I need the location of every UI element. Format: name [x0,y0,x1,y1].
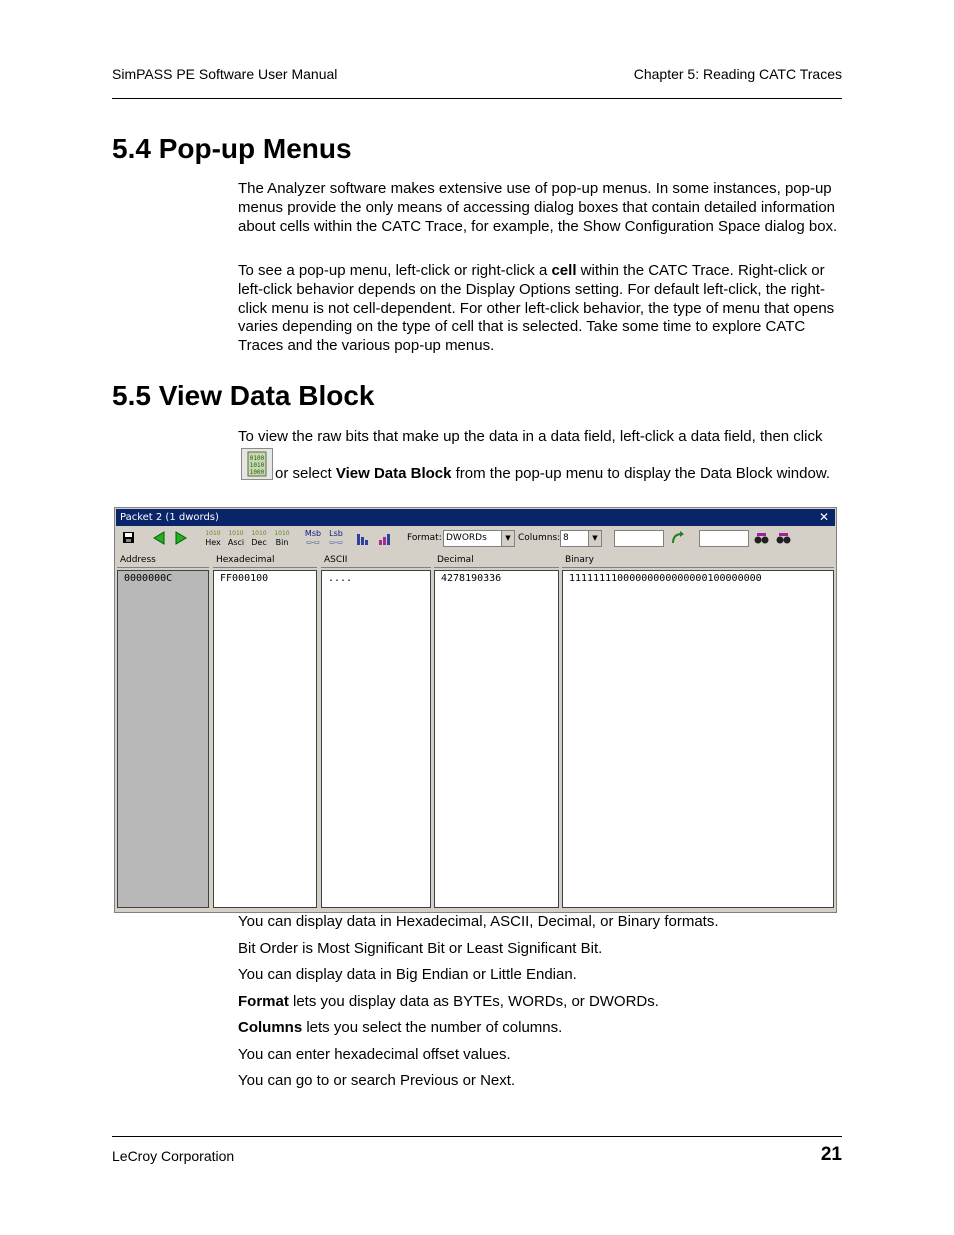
popup-menus-paragraph-1: The Analyzer software makes extensive use of pop-up menus. In some instances, pop-up menus provide the only means of accessing dialog boxes that contain detailed information about cells within the CATC Trace, for example, the Show Configuration Space dialog box. [238,180,838,235]
binary-format-button[interactable]: 1010 Bin [271,529,293,549]
page-number: 21 [820,1144,842,1165]
bullet-search: You can go to or search Previous or Next. [238,1072,516,1089]
big-endian-icon[interactable] [356,529,372,549]
bullet-offset: You can enter hexadecimal offset values. [238,1046,511,1063]
hex-label: Hex [205,538,221,547]
data-block-window [114,507,837,913]
address-cell[interactable]: 0000000C [117,570,209,908]
footer-company: LeCroy Corporation [112,1148,235,1164]
running-header-title: SimPASS PE Software User Manual [112,66,338,82]
columns-value: 8 [563,533,569,543]
lsb-label: Lsb [329,529,343,538]
chevron-down-icon: ▼ [588,531,601,546]
columns-select[interactable] [560,530,602,547]
columns-label: Columns: [518,533,561,543]
ascii-format-button[interactable]: 1010 Asci [225,529,247,549]
search-input[interactable] [699,530,749,547]
bullet-formats: You can display data in Hexadecimal, ASCII, Decimal, or Binary formats. [238,913,719,930]
chevron-down-icon: ▼ [501,531,514,546]
ascii-cell[interactable]: .... [321,570,431,908]
bullet-bit-order: Bit Order is Most Significant Bit or Least Significant Bit. [238,940,603,957]
binary-label: Bin [275,538,289,547]
svg-text:0100: 0100 [249,455,265,462]
msb-label: Msb [304,529,322,538]
column-header: Address [117,553,209,568]
bullet-columns: Columns lets you select the number of columns. [238,1019,563,1036]
lsb-button[interactable]: Lsb ▭-▭ [325,529,347,549]
running-header-chapter: Chapter 5: Reading CATC Traces [633,66,842,82]
hexadecimal-column [213,553,317,908]
bullet-endian: You can display data in Big Endian or Little Endian. [238,966,577,983]
ascii-column [321,553,431,908]
section-title-popup-menus: 5.4 Pop-up Menus [112,133,352,164]
hexadecimal-cell[interactable]: FF000100 [213,570,317,908]
section-title-view-data-block: 5.5 View Data Block [112,380,375,411]
popup-menus-paragraph-2: To see a pop-up menu, left-click or right-click a cell within the CATC Trace. Right-click or left-click behavior depends on the Display Options setting. For default left-click, the right-click menu is not cell-dependent. For other left-click behavior, the type of menu that opens varies depending on the type of cell that is selected. Take some time to explore CATC Traces and the various pop-up menus. [238,262,835,355]
window-toolbar [116,527,835,551]
decimal-format-button[interactable]: 1010 Dec [248,529,270,549]
column-header: Binary [562,553,834,568]
window-titlebar [116,509,835,526]
view-data-block-intro: To view the raw bits that make up the data in a data field, left-click a data field, then click [238,428,823,445]
column-header: ASCII [321,553,431,568]
search-next-icon[interactable] [776,529,792,549]
view-data-block-icon [241,448,273,480]
format-value: DWORDs [446,533,487,543]
column-header: Hexadecimal [213,553,317,568]
close-icon[interactable]: ✕ [818,510,829,524]
search-previous-icon[interactable] [754,529,770,549]
address-column [117,553,209,908]
header-rule [112,98,842,99]
decimal-label: Dec [251,538,267,547]
format-label: Format: [407,533,442,543]
format-select[interactable] [443,530,515,547]
msb-button[interactable]: Msb ▭-▭ [302,529,324,549]
view-data-block-intro-continued: or select View Data Block from the pop-up menu to display the Data Block window. [275,465,831,482]
offset-input[interactable] [614,530,664,547]
binary-cell[interactable]: 11111111000000000000000100000000 [562,570,834,908]
column-header: Decimal [434,553,559,568]
footer-rule [112,1136,842,1137]
binary-column [562,553,834,908]
svg-text:1000: 1000 [249,469,265,476]
decimal-cell[interactable]: 4278190336 [434,570,559,908]
window-title: Packet 2 (1 dwords) [120,512,219,523]
bullet-format: Format lets you display data as BYTEs, WORDs, or DWORDs. [238,993,659,1010]
go-to-offset-icon[interactable] [670,529,686,549]
previous-arrow-icon[interactable] [152,529,166,549]
ascii-label: Asci [227,538,245,547]
hex-format-button[interactable]: 1010 Hex [202,529,224,549]
decimal-column [434,553,559,908]
save-icon[interactable] [122,529,136,549]
little-endian-icon[interactable] [378,529,394,549]
svg-text:1010: 1010 [249,462,265,469]
next-arrow-icon[interactable] [174,529,188,549]
